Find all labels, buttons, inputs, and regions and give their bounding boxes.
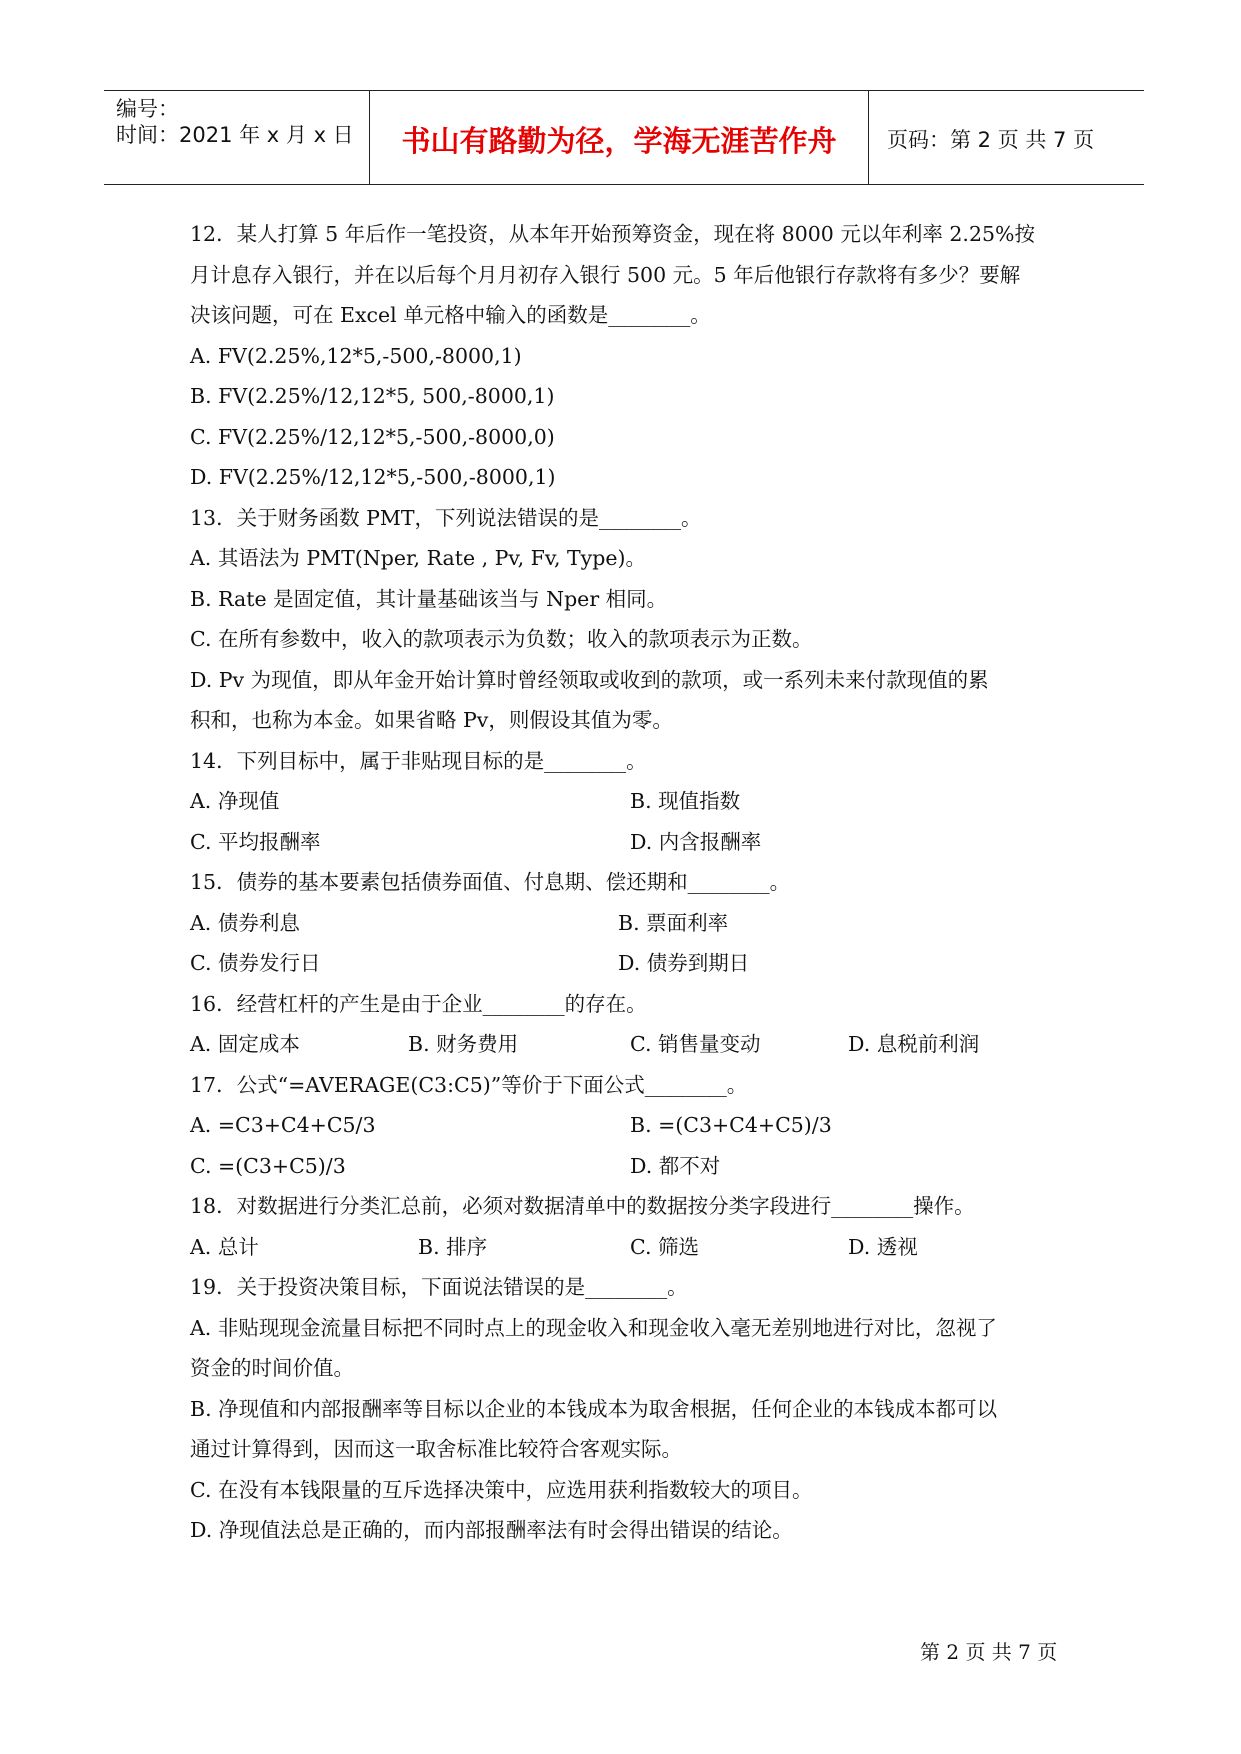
text-line: C. FV(2.25%/12,12*5,-500,-8000,0) [190,424,555,449]
option-c: C. 筛选 [630,1234,699,1259]
header-motto: 书山有路勤为径，学海无涯苦作舟 [401,124,837,158]
text-line: 决该问题，可在 Excel 单元格中输入的函数是________。 [190,303,711,327]
text-line: A. 其语法为 PMT(Nper, Rate , Pv, Fv, Type)。 [190,546,647,570]
option-a: A. 净现值 [190,789,280,813]
option-c: C. =(C3+C5)/3 [190,1153,346,1178]
text-line: 14．下列目标中，属于非贴现目标的是________。 [190,748,647,773]
document-time-label: 时间：2021 年 x 月 x 日 [116,123,354,147]
option-d: D. 透视 [848,1234,918,1259]
question-content [190,214,1070,1551]
text-line: B. 净现值和内部报酬率等目标以企业的本钱成本为取舍根据，任何企业的本钱成本都可以 [190,1396,998,1421]
text-line: 积和，也称为本金。如果省略 Pv，则假设其值为零。 [190,708,673,732]
option-row [190,1146,1070,1187]
text-line: 资金的时间价值。 [190,1356,354,1380]
option-a: A. 固定成本 [190,1032,300,1056]
header-left-cell [104,91,370,184]
text-line: B. Rate 是固定值，其计量基础该当与 Nper 相同。 [190,586,668,611]
option-c: C. 销售量变动 [630,1032,761,1056]
document-number-label: 编号： [116,97,179,121]
option-d: D. 内含报酬率 [630,829,762,854]
text-line: D. FV(2.25%/12,12*5,-500,-8000,1) [190,465,556,489]
option-row [190,822,1070,863]
option-row [190,1227,1070,1268]
question-15: 15．债券的基本要素包括债券面值、付息期、偿还期和________。 [190,870,791,894]
option-c: C. 平均报酬率 [190,829,321,854]
option-row [190,781,1070,822]
question-16: 16．经营杠杆的产生是由于企业________的存在。 [190,991,647,1016]
option-d: D. 息税前利润 [848,1032,980,1056]
option-row [190,943,1070,984]
question-17: 17．公式“=AVERAGE(C3:C5)”等价于下面公式________。 [190,1072,748,1097]
text-line: 通过计算得到，因而这一取舍标准比较符合客观实际。 [190,1437,682,1461]
option-b: B. 财务费用 [408,1032,519,1056]
text-line: D. 净现值法总是正确的，而内部报酬率法有时会得出错误的结论。 [190,1518,793,1542]
header-middle-cell [370,91,869,184]
text-line: C. 在没有本钱限量的互斥选择决策中，应选用获利指数较大的项目。 [190,1477,813,1502]
page-header [104,90,1144,185]
text-line: A. FV(2.25%,12*5,-500,-8000,1) [190,343,522,368]
option-b: B. 票面利率 [618,910,729,935]
option-a: A. 债券利息 [190,910,300,935]
option-b: B. 现值指数 [630,789,741,813]
text-line: 12．某人打算 5 年后作一笔投资，从本年开始预筹资金，现在将 8000 元以年利率 2.25%按 [190,222,1036,246]
header-right-cell [869,91,1144,184]
header-page-info: 页码：第 2 页 共 7 页 [887,128,1095,152]
option-d: D. 债券到期日 [618,951,750,975]
option-row [190,1105,1070,1146]
option-row [190,1024,1070,1065]
text-line: 19．关于投资决策目标，下面说法错误的是________。 [190,1275,688,1299]
text-line: 13．关于财务函数 PMT，下列说法错误的是________。 [190,505,702,530]
option-c: C. 债券发行日 [190,951,321,975]
option-row [190,903,1070,944]
text-line: C. 在所有参数中，收入的款项表示为负数；收入的款项表示为正数。 [190,627,813,651]
question-18: 18．对数据进行分类汇总前，必须对数据清单中的数据按分类字段进行________操作。 [190,1194,975,1218]
option-d: D. 都不对 [630,1153,721,1178]
option-a: A. 总计 [190,1234,259,1259]
text-line: B. FV(2.25%/12,12*5, 500,-8000,1) [190,384,555,408]
option-b: B. 排序 [418,1234,488,1259]
option-b: B. =(C3+C4+C5)/3 [630,1113,832,1137]
text-line: D. Pv 为现值，即从年金开始计算时曾经领取或收到的款项，或一系列未来付款现值的累 [190,667,989,692]
option-a: A. =C3+C4+C5/3 [190,1113,376,1137]
text-line: A. 非贴现现金流量目标把不同时点上的现金收入和现金收入毫无差别地进行对比，忽视了 [190,1315,997,1340]
page-footer: 第 2 页 共 7 页 [920,1640,1058,1664]
text-line: 月计息存入银行，并在以后每个月月初存入银行 500 元。5 年后他银行存款将有多少？要解 [190,262,1021,287]
